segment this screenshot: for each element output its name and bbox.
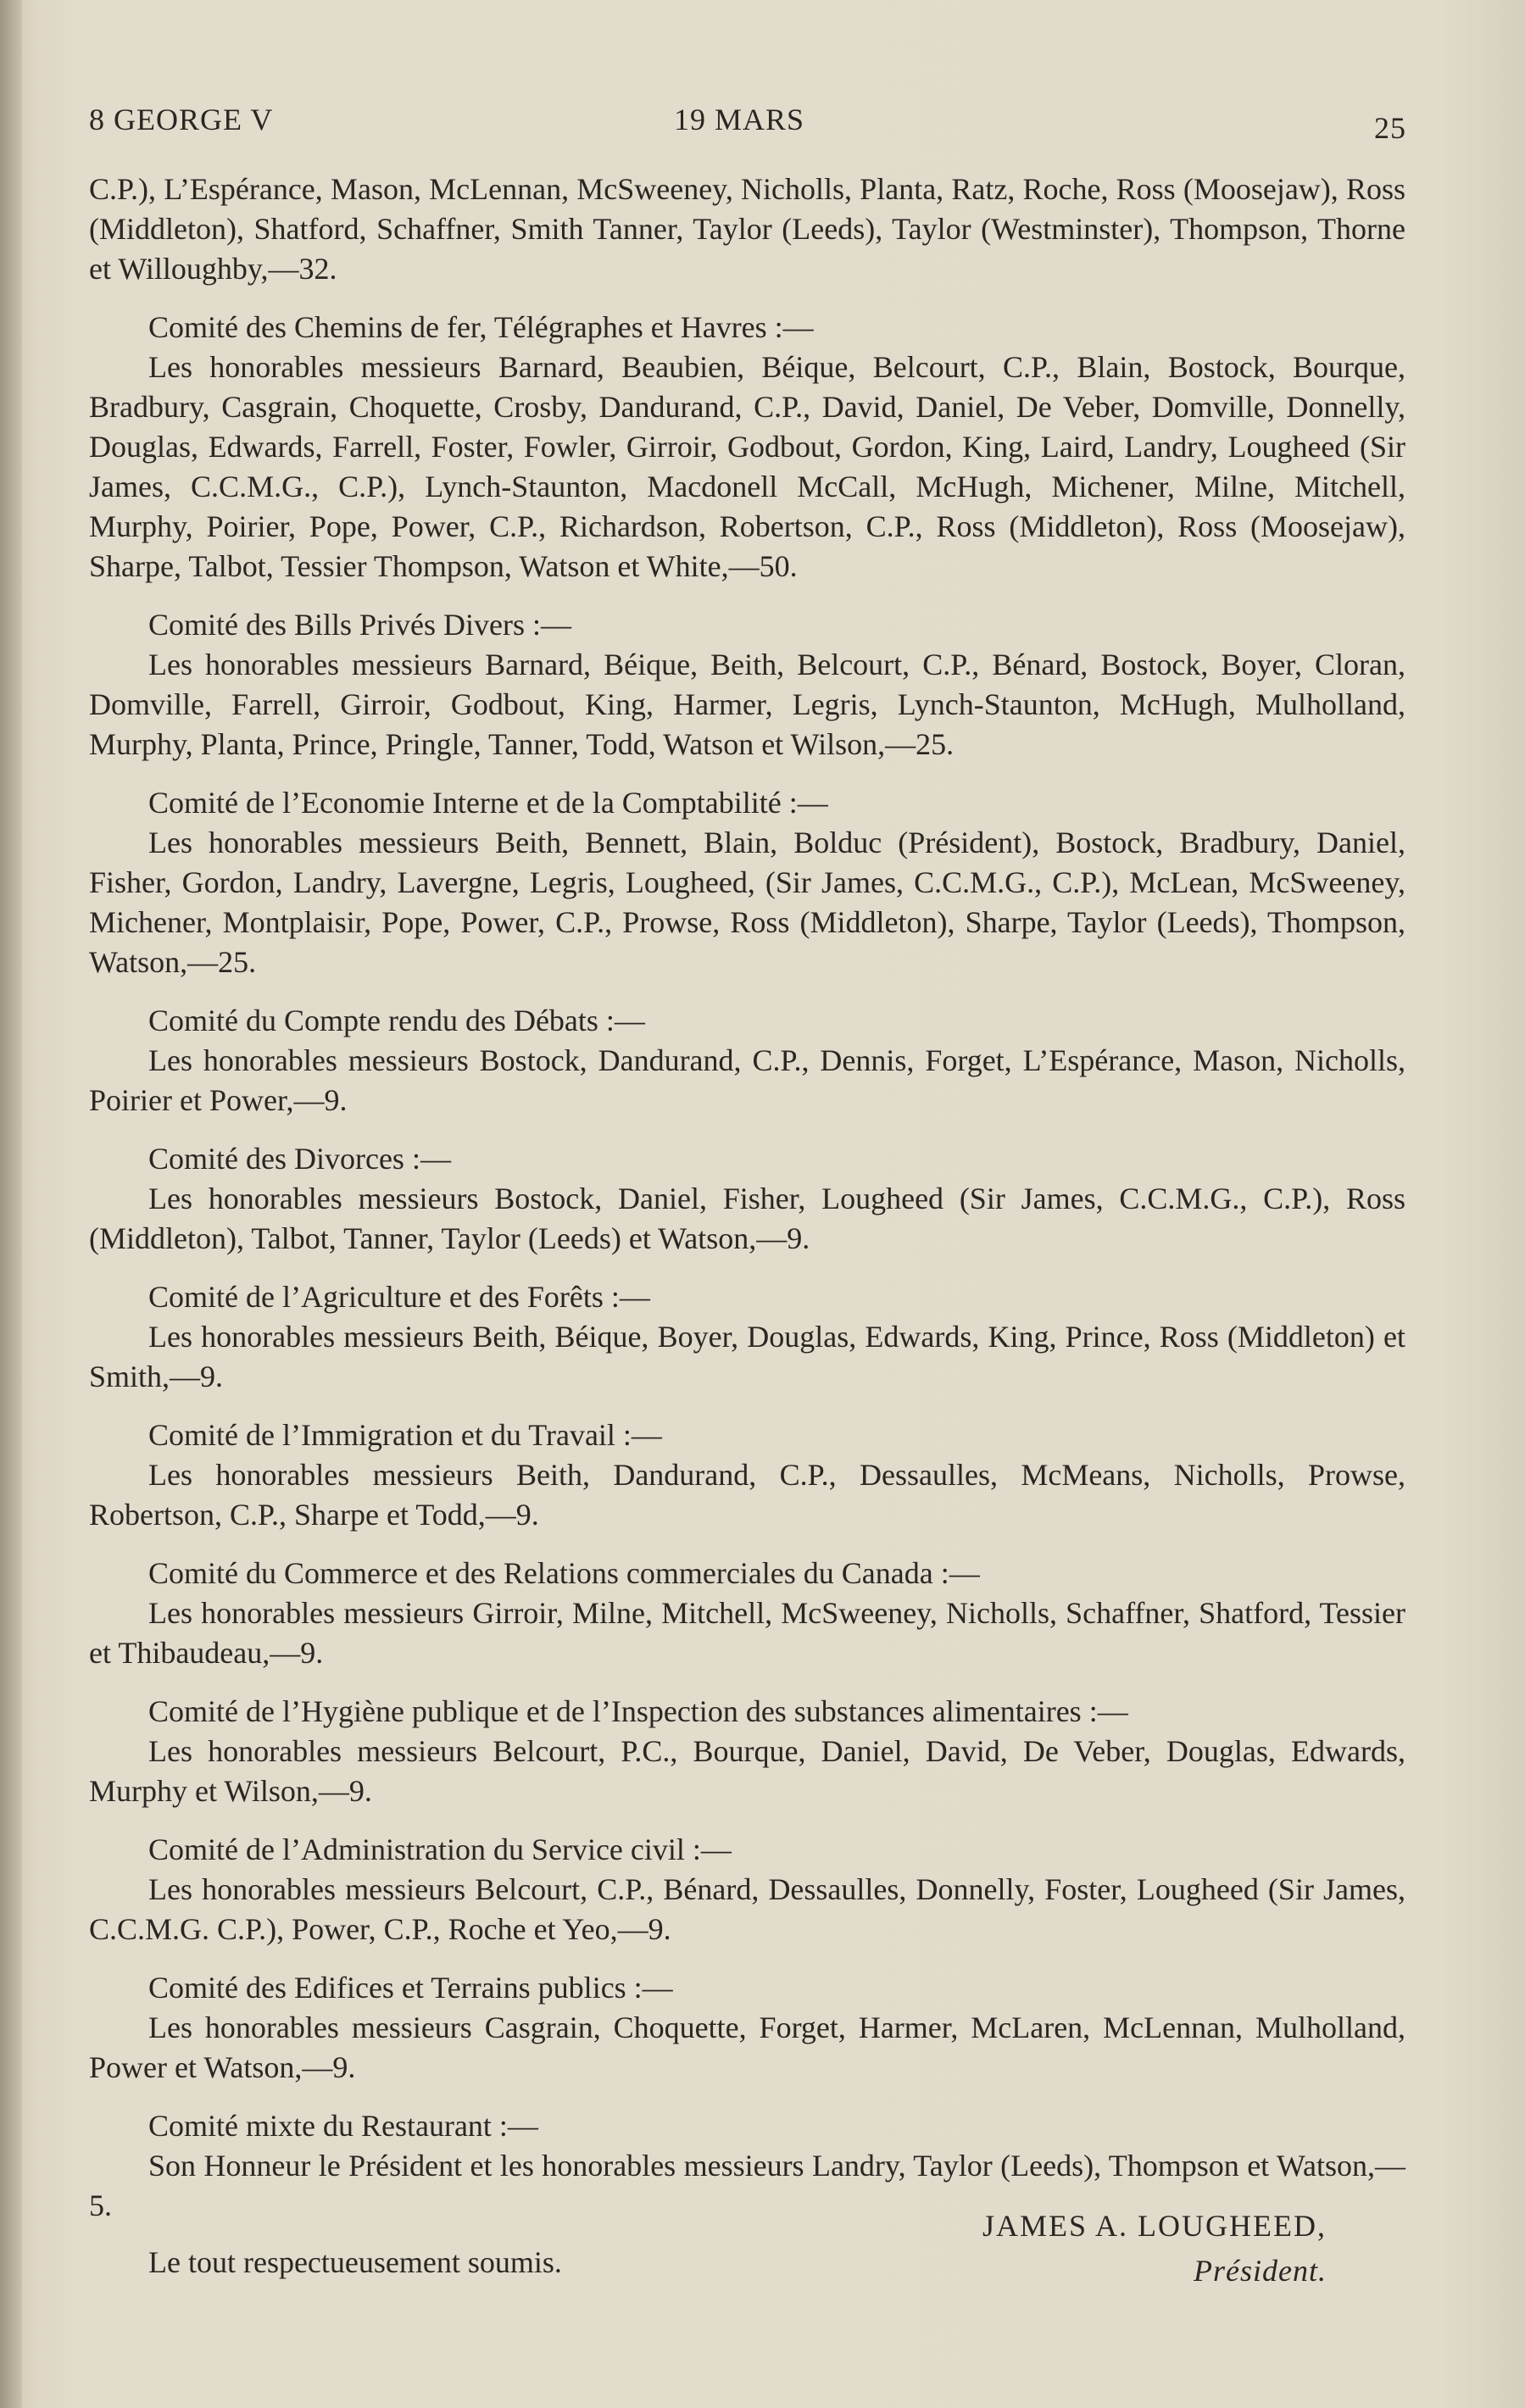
committee-heading: Comité mixte du Restaurant :— <box>148 2109 538 2143</box>
committee-members: Les honorables messieurs Casgrain, Choquette, Forget, Harmer, McLaren, McLennan, Mulholland, Power et Watson,—9. <box>89 2010 1405 2084</box>
continued-member-list: C.P.), L’Espérance, Mason, McLennan, McSweeney, Nicholls, Planta, Ratz, Roche, Ross (Moosejaw), Ross (Middleton), Shatford, Schaffner, Smith Tanner, Taylor (Leeds), Taylor (Westminster), Thompson, Thorne et Willoughby,—32. <box>89 172 1405 286</box>
page-number: 25 <box>1374 111 1406 145</box>
committee-members: Les honorables messieurs Girroir, Milne, Mitchell, McSweeney, Nicholls, Schaffner, Shatford, Tessier et Thibaudeau,—9. <box>89 1596 1405 1670</box>
header-session: 8 GEORGE V <box>89 103 274 136</box>
signature-name: JAMES A. LOUGHEED, <box>982 2209 1327 2243</box>
committee-members: Les honorables messieurs Barnard, Beaubien, Béique, Belcourt, C.P., Blain, Bostock, Bourque, Bradbury, Casgrain, Choquette, Crosby, Dandurand, C.P., David, Daniel, De Veber, Domville, Donnelly, Douglas, Edwards, Farrell, Foster, Fowler, Girroir, Godbout, Gordon, King, Laird, Landry, Lougheed (Sir James, C.C.M.G., C.P.), Lynch-Staunton, Macdonell McCall, McHugh, Michener, Milne, Mitchell, Murphy, Poirier, Pope, Power, C.P., Richardson, Robertson, C.P., Ross (Middleton), Ross (Moosejaw), Sharpe, Talbot, Tessier Thompson, Watson et White,—50. <box>89 350 1405 583</box>
report-body <box>89 170 1405 2283</box>
running-header <box>89 102 1406 153</box>
committee-heading: Comité de l’Agriculture et des Forêts :— <box>148 1280 650 1314</box>
committee-members: Les honorables messieurs Barnard, Béique, Beith, Belcourt, C.P., Bénard, Bostock, Boyer, Cloran, Domville, Farrell, Girroir, Godbout, King, Harmer, Legris, Lynch-Staunton, McHugh, Mulholland, Murphy, Planta, Prince, Pringle, Tanner, Todd, Watson et Wilson,—25. <box>89 648 1405 761</box>
committee-heading: Comité des Divorces :— <box>148 1142 451 1176</box>
committee-members: Les honorables messieurs Bostock, Dandurand, C.P., Dennis, Forget, L’Espérance, Mason, Nicholls, Poirier et Power,—9. <box>89 1043 1405 1117</box>
committee-members: Son Honneur le Président et les honorables messieurs Landry, Taylor (Leeds), Thompson et Watson,—5. <box>89 2149 1405 2222</box>
committee-members: Les honorables messieurs Beith, Bennett, Blain, Bolduc (Président), Bostock, Bradbury, Daniel, Fisher, Gordon, Landry, Lavergne, Legris, Lougheed, (Sir James, C.C.M.G., C.P.), McLean, McSweeney, Michener, Montplaisir, Pope, Power, C.P., Prowse, Ross (Middleton), Sharpe, Taylor (Leeds), Thompson, Watson,—25. <box>89 826 1405 979</box>
committee-heading: Comité de l’Economie Interne et de la Comptabilité :— <box>148 786 828 820</box>
committee-members: Les honorables messieurs Belcourt, C.P., Bénard, Dessaulles, Donnelly, Foster, Lougheed (Sir James, C.C.M.G. C.P.), Power, C.P., Roche et Yeo,—9. <box>89 1872 1405 1946</box>
page-binding-edge <box>0 0 22 2408</box>
committee-heading: Comité du Compte rendu des Débats :— <box>148 1004 645 1037</box>
committee-heading: Comité des Chemins de fer, Télégraphes et Havres :— <box>148 310 814 344</box>
committee-members: Les honorables messieurs Bostock, Daniel, Fisher, Lougheed (Sir James, C.C.M.G., C.P.), Ross (Middleton), Talbot, Tanner, Taylor (Leeds) et Watson,—9. <box>89 1182 1405 1255</box>
committee-heading: Comité des Edifices et Terrains publics :— <box>148 1971 673 2005</box>
committee-members: Les honorables messieurs Beith, Dandurand, C.P., Dessaulles, McMeans, Nicholls, Prowse, Robertson, C.P., Sharpe et Todd,—9. <box>89 1458 1405 1532</box>
committee-members: Les honorables messieurs Beith, Béique, Boyer, Douglas, Edwards, King, Prince, Ross (Middleton) et Smith,—9. <box>89 1320 1405 1393</box>
committee-members: Les honorables messieurs Belcourt, P.C., Bourque, Daniel, David, De Veber, Douglas, Edwards, Murphy et Wilson,—9. <box>89 1734 1405 1808</box>
committee-heading: Comité de l’Immigration et du Travail :— <box>148 1418 662 1452</box>
header-date: 19 MARS <box>674 103 805 136</box>
signature-title: Président. <box>1194 2254 1327 2288</box>
closing-statement: Le tout respectueusement soumis. <box>148 2245 562 2279</box>
committee-heading: Comité de l’Hygiène publique et de l’Inspection des substances alimentaires :— <box>148 1694 1128 1728</box>
committee-heading: Comité de l’Administration du Service civil :— <box>148 1832 732 1866</box>
committee-heading: Comité du Commerce et des Relations commerciales du Canada :— <box>148 1556 980 1590</box>
committee-heading: Comité des Bills Privés Divers :— <box>148 608 571 642</box>
